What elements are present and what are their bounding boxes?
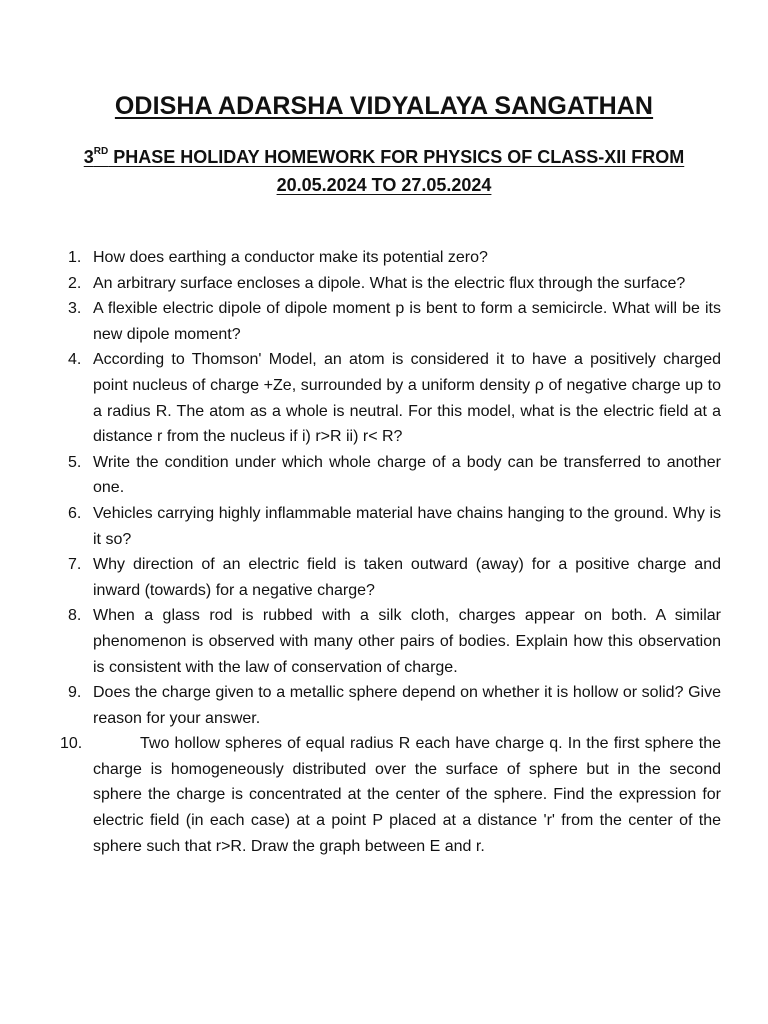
question-item [0, 296, 768, 347]
question-number: 10. [60, 735, 83, 753]
question-item [0, 501, 768, 552]
question-text: A flexible electric dipole of dipole moment p is bent to form a semicircle. What will be its new dipole moment? [93, 300, 721, 343]
question-text: Two hollow spheres of equal radius R each have charge q. In the first sphere the charge is homogeneously distributed over the surface of sphere but in the second sphere the charge is concentrated at the center of the sphere. Find the expression for electric field (in each case) at a point P placed at a distance 'r' from the center of the sphere such that r>R. Draw the graph between E and r. [93, 735, 721, 855]
question-list [0, 245, 768, 859]
date-range: 20.05.2024 TO 27.05.2024 [276, 175, 492, 195]
question-text: How does earthing a conductor make its potential zero? [93, 249, 488, 266]
question-text: Write the condition under which whole charge of a body can be transferred to another one. [93, 453, 721, 497]
question-item [0, 245, 768, 271]
question-item [0, 271, 768, 297]
school-title: ODISHA ADARSHA VIDYALAYA SANGATHAN [114, 92, 654, 120]
phase-number: 3 [83, 147, 94, 167]
question-number: 4. [68, 351, 82, 369]
phase-ordinal-suffix: RD [93, 146, 109, 157]
question-item [0, 680, 768, 731]
question-number: 7. [68, 556, 82, 574]
question-item [0, 347, 768, 449]
question-item [0, 450, 768, 501]
question-item [0, 603, 768, 680]
question-item [0, 731, 768, 859]
question-text: When a glass rod is rubbed with a silk cloth, charges appear on both. A similar phenomenon is observed with many other pairs of bodies. Explain how this observation is consistent with the law of conservation of charge. [93, 607, 721, 676]
homework-subtitle [40, 143, 728, 199]
question-number: 3. [68, 300, 82, 318]
question-text: Vehicles carrying highly inflammable material have chains hanging to the ground. Why is it so? [93, 504, 721, 548]
question-text: Does the charge given to a metallic sphere depend on whether it is hollow or solid? Give reason for your answer. [93, 684, 721, 727]
question-number: 6. [68, 504, 82, 522]
question-number: 8. [68, 607, 82, 625]
question-text: Why direction of an electric field is taken outward (away) for a positive charge and inward (towards) for a negative charge? [93, 556, 721, 599]
question-number: 9. [68, 684, 82, 702]
question-number: 2. [68, 274, 82, 292]
question-text: An arbitrary surface encloses a dipole. What is the electric flux through the surface? [93, 274, 686, 292]
question-number: 1. [68, 249, 82, 266]
subtitle-line-1 [84, 147, 685, 167]
question-item [0, 552, 768, 603]
question-text: According to Thomson' Model, an atom is considered it to have a positively charged point nucleus of charge +Ze, surrounded by a uniform density ρ of negative charge up to a radius R. The atom as a whole is neutral. For this model, what is the electric field at a distance r from the nucleus if i) r>R ii) r< R? [93, 351, 721, 446]
subtitle-text: PHASE HOLIDAY HOMEWORK FOR PHYSICS OF CLASS-XII FROM [108, 147, 685, 167]
question-number: 5. [68, 453, 82, 471]
